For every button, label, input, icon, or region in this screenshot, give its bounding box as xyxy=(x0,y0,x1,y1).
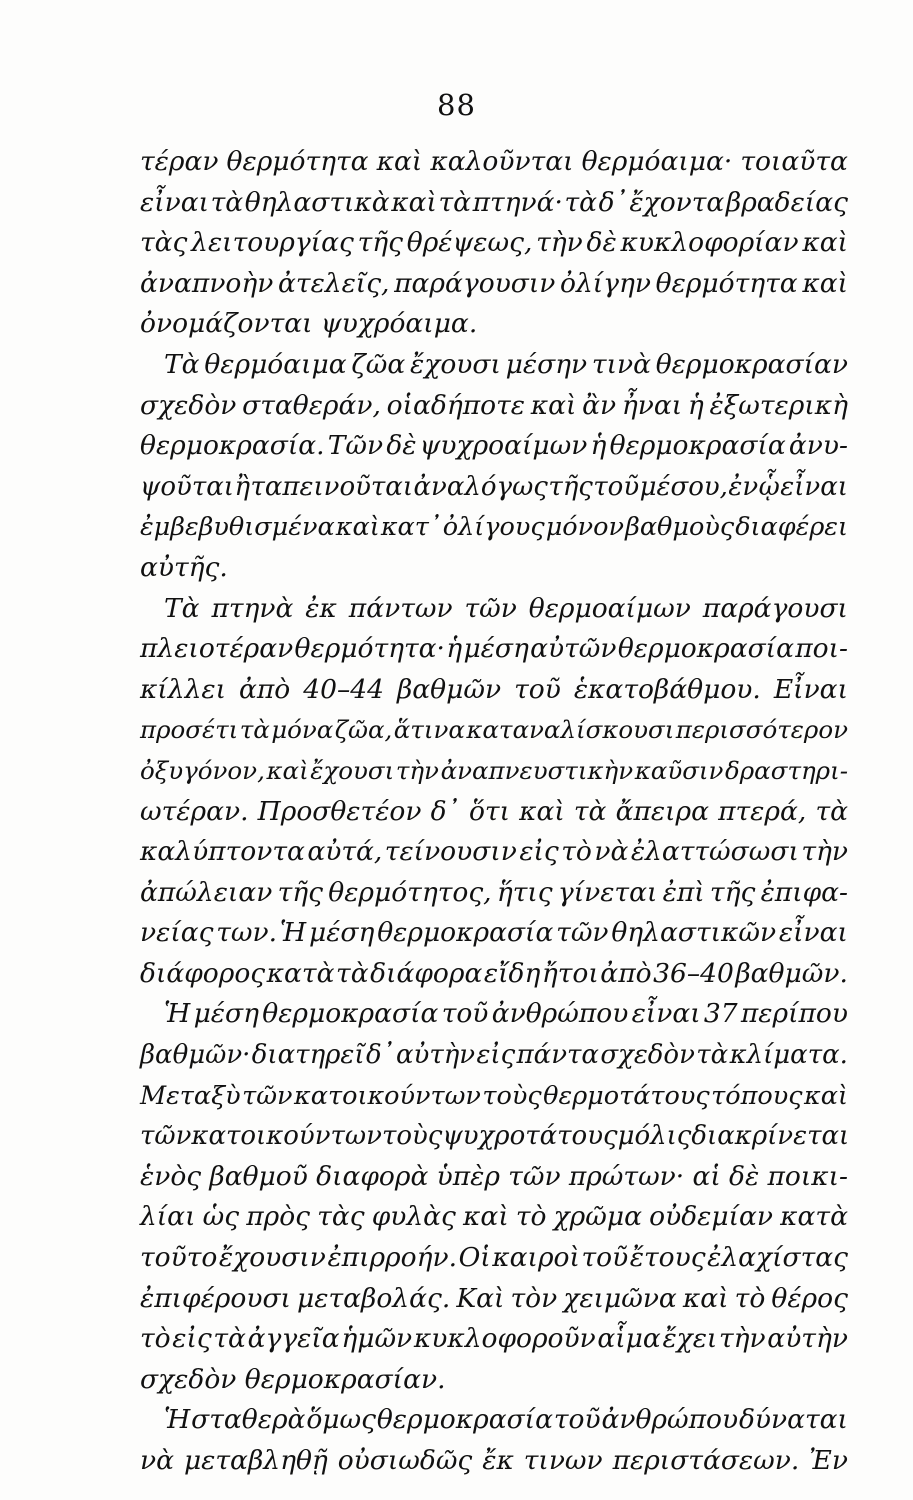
word: τὸν xyxy=(510,1282,558,1314)
word: διαφορὰ xyxy=(316,1160,429,1192)
word: φυλὰς xyxy=(371,1201,456,1233)
word: ἐμβεβυθισμένα xyxy=(140,512,335,543)
word: θηλαστικῶν xyxy=(611,917,777,949)
word: ταπεινοῦται xyxy=(250,471,414,502)
word: ἑκατοβάθμου. xyxy=(573,673,761,705)
page-number: 88 xyxy=(437,88,476,122)
text-line xyxy=(140,1116,848,1157)
word: βαθμοὺς xyxy=(625,512,735,543)
text-line xyxy=(140,792,848,833)
word: λίαι xyxy=(140,1201,196,1233)
word: ποι- xyxy=(795,633,848,665)
word: θερμοκρασία xyxy=(377,917,554,949)
word: τὰ xyxy=(210,186,244,218)
word: Προσθετέον xyxy=(257,795,422,827)
word: τοῦτο xyxy=(140,1242,218,1274)
word: χρῶμα xyxy=(553,1201,642,1233)
word: πρὸς xyxy=(246,1201,311,1233)
word: ὀλίγους xyxy=(442,512,545,543)
word: πτηνὰ xyxy=(211,592,294,624)
word: τὸ xyxy=(561,836,592,868)
word: Μεταξὺ xyxy=(140,1080,241,1111)
word: μόνα xyxy=(271,715,334,745)
word: εἰς xyxy=(172,1323,212,1355)
word: εἶναι xyxy=(140,186,210,218)
word: περίπου xyxy=(740,998,848,1030)
text-line xyxy=(140,183,848,224)
word: οὐσιωδῶς xyxy=(337,1445,473,1476)
word: θέρος xyxy=(771,1282,848,1314)
word: τοῦ xyxy=(553,1404,601,1436)
word: θερμοαίμων xyxy=(528,592,691,624)
word: ὑπὲρ xyxy=(436,1160,500,1192)
word: τὰ xyxy=(213,1323,246,1355)
word: τῆς xyxy=(709,876,756,908)
word: ἡμῶν xyxy=(341,1323,413,1355)
word: ζῶα, xyxy=(334,715,393,745)
word: διατηρεῖ xyxy=(251,1040,365,1071)
text-line xyxy=(140,142,848,183)
text-line xyxy=(140,832,848,873)
word: πάντα xyxy=(516,1040,599,1071)
word: τινὰ xyxy=(591,348,651,380)
word: ψυχροαίμων xyxy=(419,430,588,462)
word: κατοικούντων xyxy=(294,1080,481,1111)
text-line xyxy=(140,1157,848,1198)
word: σχεδὸν xyxy=(600,1040,695,1071)
word: αὐτὴν xyxy=(767,1323,848,1355)
word: βραδείας xyxy=(725,186,848,218)
word: ἔχουσιν xyxy=(218,1242,326,1274)
word: χειμῶνα xyxy=(563,1282,677,1314)
text-line xyxy=(140,629,848,670)
word: μεταβολάς. xyxy=(297,1282,451,1314)
word: νὰ xyxy=(594,836,629,868)
word: κατὰ xyxy=(266,957,335,989)
word: γίνεται xyxy=(557,876,658,908)
word: ἂν xyxy=(582,389,617,421)
word: καὶ xyxy=(682,1282,729,1314)
text-line: ὀνομάζονται ψυχρόαιμα. xyxy=(140,308,478,340)
word: ἐπιφέρουσι xyxy=(140,1282,291,1314)
word: ὡς xyxy=(202,1201,240,1233)
word: κυκλοφορίαν xyxy=(620,227,799,259)
word: Ἡ xyxy=(164,998,191,1030)
word: Ἐν xyxy=(809,1445,848,1476)
word: τῶν xyxy=(556,917,609,949)
text-line xyxy=(140,386,848,427)
word: ἐπιρροήν. xyxy=(327,1242,457,1274)
word: διάφορα xyxy=(370,957,483,989)
word: εἰς xyxy=(476,1040,516,1071)
word: σχεδὸν xyxy=(140,389,237,421)
word: θερμοκρασία xyxy=(376,1404,553,1436)
word: θερμόαιμα· xyxy=(581,146,733,177)
text-line xyxy=(140,1319,848,1360)
word: τῆς xyxy=(357,227,403,259)
text-line xyxy=(140,873,848,914)
text-line xyxy=(140,345,848,386)
word: τείνουσιν xyxy=(384,836,517,868)
word: καὶ xyxy=(519,795,565,827)
body-text xyxy=(140,142,848,1482)
word: ἀπώλειαν xyxy=(140,876,273,908)
word: θερμότητα xyxy=(226,146,369,177)
word: ἡ xyxy=(687,389,704,421)
word: κατοικούντων xyxy=(191,1121,382,1152)
word: ἦναι xyxy=(621,389,683,421)
text-line xyxy=(140,751,848,792)
word: μεταβληθῇ xyxy=(183,1445,328,1476)
word: ἤτοι xyxy=(541,957,599,989)
word: ὅτι xyxy=(468,795,510,827)
word: ἀπὸ xyxy=(600,957,652,989)
word: δ᾽ xyxy=(430,795,460,827)
word: μέση xyxy=(308,917,375,949)
word: παράγουσι xyxy=(702,592,848,624)
word: ἀνυ- xyxy=(788,430,848,462)
word: ἅτινα xyxy=(393,715,465,745)
word: πάντων xyxy=(348,592,453,624)
word: 37 xyxy=(703,998,738,1030)
word: ἀτελεῖς, xyxy=(278,267,390,299)
word: καὶ xyxy=(802,227,848,259)
word: τὰ xyxy=(239,715,270,745)
text-line xyxy=(140,710,848,751)
word: εἰς xyxy=(519,836,559,868)
word: τῆς xyxy=(277,876,323,908)
word: θηλαστικὰ xyxy=(244,186,390,218)
word: Τὰ xyxy=(164,592,200,624)
text-line xyxy=(140,467,848,508)
word: κίλλει xyxy=(140,673,226,705)
word: καὶ xyxy=(266,755,309,785)
word: θερμοκρασία xyxy=(262,998,439,1030)
word: διάφορος xyxy=(140,957,266,989)
word: ἀγγεῖα xyxy=(247,1323,340,1355)
text-line xyxy=(140,1279,848,1320)
text-line xyxy=(140,994,848,1035)
word: κυκλοφοροῦν xyxy=(413,1323,596,1355)
text-line: αὐτῆς. xyxy=(140,551,228,583)
word: μέση xyxy=(193,998,259,1030)
word: δύναται xyxy=(738,1404,848,1436)
word: τοὺς xyxy=(381,1121,443,1152)
word: Εἶναι xyxy=(773,673,848,705)
word: δὲ xyxy=(386,430,417,462)
word: καιροὶ xyxy=(492,1242,580,1274)
word: τὰς xyxy=(140,227,188,259)
word: ἔχουσι xyxy=(310,755,395,785)
word: τὰ xyxy=(438,186,471,218)
word: περιστάσεων. xyxy=(612,1445,800,1476)
word: τὰ xyxy=(573,795,607,827)
word: Ἡ xyxy=(279,917,307,949)
word: δὲ xyxy=(586,227,617,259)
word: Τὰ xyxy=(164,348,200,380)
word: Τῶν xyxy=(327,430,384,462)
word: μόλις xyxy=(617,1121,692,1152)
word: μέσην xyxy=(505,348,588,380)
word: ἀνθρώπου xyxy=(491,998,629,1030)
word: ἔχουσι xyxy=(410,348,501,380)
text-line xyxy=(140,1076,848,1117)
word: μέση xyxy=(463,633,529,665)
word: εἶναι xyxy=(778,917,848,949)
word: ἀπὸ xyxy=(238,673,291,705)
word: καὶ xyxy=(335,512,380,543)
word: ἡ xyxy=(446,633,463,665)
word: θερμοκρασία xyxy=(617,633,794,665)
word: ζῶα xyxy=(351,348,406,380)
word: βαθμῶν· xyxy=(140,1040,251,1071)
word: τῶν xyxy=(464,592,517,624)
text-line xyxy=(140,223,848,264)
word: ψυχροτάτους xyxy=(442,1121,618,1152)
word: τὴν xyxy=(395,755,439,785)
word: αἱ xyxy=(692,1160,721,1192)
word: νείας xyxy=(140,917,214,949)
text-line xyxy=(140,670,848,711)
text-line: σχεδὸν θερμοκρασίαν. xyxy=(140,1363,446,1395)
word: ἄπειρα xyxy=(615,795,709,827)
word: τοῦ xyxy=(593,471,640,502)
word: βαθμοῦ xyxy=(209,1160,308,1192)
word: ἔχοντα xyxy=(629,186,725,218)
word: ἐκ xyxy=(305,592,337,624)
word: λειτουργίας xyxy=(191,227,354,259)
word: ἡ xyxy=(590,430,607,462)
word: καὶ xyxy=(802,267,848,299)
word: αἷμα xyxy=(597,1323,661,1355)
word: τοῦ xyxy=(441,998,489,1030)
word: εἶναι xyxy=(631,998,701,1030)
word: νὰ xyxy=(140,1445,175,1476)
word: τοῦ xyxy=(581,1242,629,1274)
text-line xyxy=(140,1035,848,1076)
text-line xyxy=(140,1441,848,1482)
word: εἴδη xyxy=(483,957,541,989)
text-line xyxy=(140,264,848,305)
text-line xyxy=(140,1400,848,1441)
word: πτηνά· xyxy=(472,186,563,218)
word: ωτέραν. xyxy=(140,795,249,827)
word: καὶ xyxy=(530,389,577,421)
word: ἢ xyxy=(234,471,251,502)
word: τινων xyxy=(523,1445,603,1476)
text-line xyxy=(140,507,848,548)
word: ἐν xyxy=(728,471,759,502)
word: ἔτους xyxy=(629,1242,706,1274)
word: διακρίνεται xyxy=(691,1121,850,1152)
word: οἱαδήποτε xyxy=(386,389,525,421)
word: προσέτι xyxy=(140,715,239,745)
word: ἀναλόγως xyxy=(413,471,548,502)
word: μέσου, xyxy=(639,471,728,502)
word: διαφέρει xyxy=(735,512,848,543)
word: καὶ xyxy=(391,186,437,218)
word: αὐτῶν xyxy=(530,633,617,665)
text-line xyxy=(140,426,848,467)
word: καλοῦνται xyxy=(430,146,574,177)
word: ἔχει xyxy=(662,1323,718,1355)
word: τῶν xyxy=(508,1160,561,1192)
word: εἶναι xyxy=(780,471,848,502)
word: αὐτά, xyxy=(307,836,383,868)
word: κατὰ xyxy=(780,1201,848,1233)
word: θερμοκρασία. xyxy=(140,430,325,462)
word: τῶν xyxy=(140,1121,192,1152)
word: ἀνθρώπου xyxy=(601,1404,739,1436)
word: πρώτων· xyxy=(568,1160,685,1192)
word: ἐλαχίστας xyxy=(707,1242,848,1274)
word: τὸ xyxy=(734,1282,766,1314)
word: τὴν xyxy=(536,227,583,259)
word: ἥτις xyxy=(496,876,553,908)
text-line xyxy=(140,1197,848,1238)
word: τὴν xyxy=(801,836,848,868)
word: καὶ xyxy=(804,1080,848,1111)
word: σταθεράν, xyxy=(242,389,381,421)
word: κλίματα. xyxy=(729,1040,848,1071)
word: οὐδεμίαν xyxy=(649,1201,773,1233)
word: Οἱ xyxy=(458,1242,491,1274)
word: τὰ xyxy=(336,957,369,989)
word: ἐπιφα- xyxy=(760,876,848,908)
word: ἀναπνευστικὴν xyxy=(440,755,634,785)
word: θερμότητος, xyxy=(328,876,492,908)
word: τέραν xyxy=(140,146,219,177)
word: θρέψεως, xyxy=(406,227,533,259)
word: πτερά, xyxy=(718,795,807,827)
text-line xyxy=(140,954,848,995)
word: τοὺς xyxy=(482,1080,542,1111)
word: πλειοτέραν xyxy=(140,633,294,665)
word: σταθερὰ xyxy=(191,1404,306,1436)
word: καὶ xyxy=(463,1201,509,1233)
word: βαθμῶν xyxy=(396,673,502,705)
word: τοῦ xyxy=(514,673,561,705)
word: θερμότητα xyxy=(655,267,798,299)
word: τὸ xyxy=(515,1201,547,1233)
word: Ἡ xyxy=(164,1404,191,1436)
word: θερμόαιμα xyxy=(204,348,347,380)
word: ψοῦται xyxy=(140,471,234,502)
word: τὴν xyxy=(718,1323,766,1355)
word: τὰ xyxy=(815,795,848,827)
word: τῶν xyxy=(242,1080,293,1111)
word: ἑνὸς xyxy=(140,1160,202,1192)
word: θερμοκρασία xyxy=(609,430,786,462)
word: αὐτὴν xyxy=(395,1040,476,1071)
word: τόπους xyxy=(711,1080,803,1111)
word: δ᾽ xyxy=(598,186,628,218)
word: των. xyxy=(216,917,278,949)
word: δ᾽ xyxy=(365,1040,395,1071)
word: δραστηρι- xyxy=(725,755,848,785)
word: ἐξωτερικὴ xyxy=(709,389,848,421)
text-line xyxy=(140,913,848,954)
word: περισσότερον xyxy=(675,715,848,745)
word: βαθμῶν. xyxy=(735,957,848,989)
word: τῆς xyxy=(548,471,593,502)
word: τὸ xyxy=(140,1323,171,1355)
word: μόνον xyxy=(545,512,624,543)
word: καῦσιν xyxy=(634,755,724,785)
word: καλύπτοντα xyxy=(140,836,305,868)
word: θερμοτάτους xyxy=(543,1080,710,1111)
word: ποικι- xyxy=(767,1160,848,1192)
text-line xyxy=(140,1238,848,1279)
word: 40–44 xyxy=(303,673,384,705)
word: τοιαῦτα xyxy=(740,146,848,177)
word: ἐπὶ xyxy=(662,876,705,908)
word: δὲ xyxy=(729,1160,760,1192)
word: θερμοκρασίαν xyxy=(655,348,848,380)
word: 36–40 xyxy=(653,957,734,989)
word: τὰ xyxy=(696,1040,729,1071)
word: κατ᾽ xyxy=(380,512,442,543)
word: ὀξυγόνον, xyxy=(140,755,265,785)
word: τὰ xyxy=(564,186,598,218)
word: ἀναπνοὴν xyxy=(140,267,274,299)
word: θερμότητα· xyxy=(294,633,445,665)
word: τὰς xyxy=(317,1201,365,1233)
word: καὶ xyxy=(376,146,423,177)
word: ὅμως xyxy=(306,1404,376,1436)
word: παράγουσιν xyxy=(394,267,556,299)
word: ᾧ xyxy=(758,471,780,502)
word: ἔκ xyxy=(482,1445,514,1476)
word: καταναλίσκουσι xyxy=(466,715,675,745)
text-line xyxy=(140,589,848,630)
word: ὀλίγην xyxy=(560,267,651,299)
word: Καὶ xyxy=(456,1282,505,1314)
word: ἐλαττώσωσι xyxy=(630,836,799,868)
